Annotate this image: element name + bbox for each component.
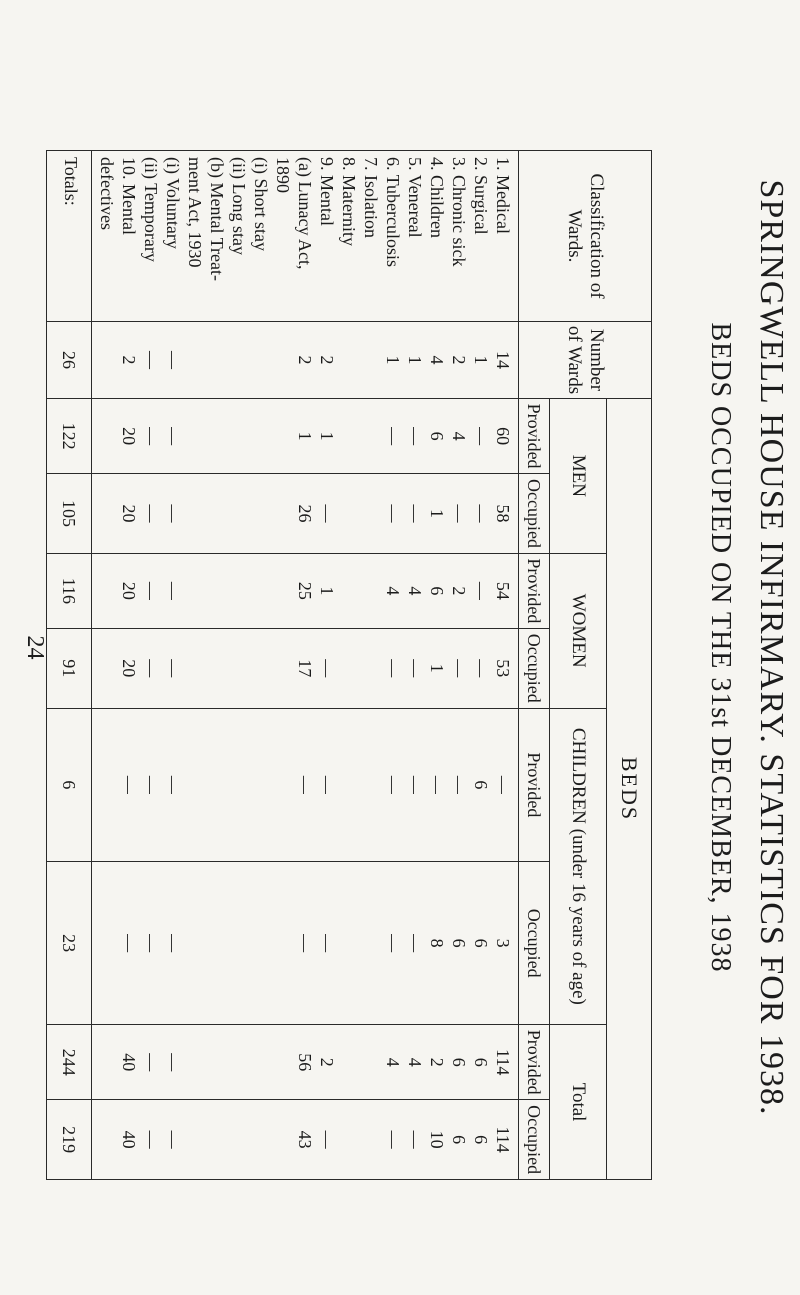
value-cell [338, 322, 360, 398]
value-cell: — [141, 427, 161, 446]
value-cell [206, 629, 228, 708]
value-cell: 40 [119, 1053, 139, 1072]
value-cell: 6 [471, 1057, 491, 1067]
value-cell: 17 [295, 659, 315, 678]
value-cell [206, 322, 228, 398]
total-occupied-column [92, 1100, 519, 1180]
value-cell: — [163, 934, 183, 953]
value-cell: 6 [471, 938, 491, 948]
totals-row [47, 151, 92, 1180]
page-title: SPRINGWELL HOUSE INFIRMARY. STATISTICS FOR 1938. [753, 179, 790, 1116]
value-cell: — [295, 934, 315, 953]
value-cell [228, 554, 250, 628]
value-cell: — [493, 775, 513, 794]
value-cell [96, 1100, 118, 1179]
value-cell: — [427, 775, 447, 794]
value-cell: — [141, 351, 161, 369]
value-cell: — [317, 934, 337, 953]
value-cell: — [449, 659, 469, 678]
value-cell [338, 1100, 360, 1179]
value-cell: — [317, 659, 337, 678]
value-cell [228, 862, 250, 1024]
value-cell: — [383, 934, 403, 953]
classification-line: ment Act, 1930 [185, 157, 205, 268]
value-cell: 1 [317, 431, 337, 441]
classification-line: (i) Voluntary [163, 157, 183, 249]
value-cell: 2 [317, 1057, 337, 1067]
value-cell: — [383, 427, 403, 446]
value-cell: — [383, 659, 403, 678]
value-cell: — [163, 775, 183, 794]
classification-line: 5. Venereal [405, 157, 425, 238]
value-cell: 1 [427, 508, 447, 518]
value-cell [228, 1025, 250, 1099]
value-cell: 20 [119, 427, 139, 446]
value-cell: 2 [317, 355, 337, 365]
beds-table [46, 150, 652, 1180]
value-cell: — [141, 934, 161, 953]
classification-line: 7. Isolation [361, 157, 381, 238]
value-cell: — [141, 659, 161, 678]
value-cell [184, 322, 206, 398]
value-cell: 4 [383, 1057, 403, 1067]
value-cell: — [317, 504, 337, 523]
value-cell: 6 [449, 1135, 469, 1145]
value-cell: — [295, 775, 315, 794]
classification-line: 2. Surgical [471, 157, 491, 235]
value-cell [250, 709, 272, 862]
classification-line: (b) Mental Treat- [207, 157, 227, 281]
value-cell: — [405, 1130, 425, 1149]
value-cell: 60 [493, 427, 513, 446]
beds-header: BEDS [607, 399, 652, 1180]
total-header: Total [550, 1025, 607, 1180]
total-women-provided: 116 [47, 553, 92, 628]
value-cell: 114 [493, 1126, 513, 1153]
classification-line: 8. Maternity [339, 157, 359, 246]
page-subtitle: BEDS OCCUPIED ON THE 31st DECEMBER, 1938 [705, 322, 736, 973]
value-cell: 14 [493, 351, 513, 369]
value-cell [184, 474, 206, 553]
classification-line: (ii) Temporary [141, 157, 161, 262]
value-cell [250, 554, 272, 628]
value-cell: — [163, 427, 183, 446]
value-cell: 20 [119, 504, 139, 523]
classification-line: 3. Chronic sick [449, 157, 469, 267]
men-provided-header: Provided [519, 399, 550, 474]
value-cell [184, 709, 206, 862]
value-cell: 1 [295, 431, 315, 441]
total-children-occupied: 23 [47, 862, 92, 1025]
classification-line: 4. Children [427, 157, 447, 238]
children-header: CHILDREN (under 16 years of age) [550, 708, 607, 1025]
value-cell [96, 629, 118, 708]
total-women-occupied: 91 [47, 628, 92, 708]
value-cell: — [141, 581, 161, 600]
value-cell: — [163, 1130, 183, 1149]
value-cell: — [405, 775, 425, 794]
value-cell: 6 [471, 780, 491, 790]
value-cell [96, 554, 118, 628]
value-cell: 56 [295, 1053, 315, 1072]
value-cell [96, 1025, 118, 1099]
value-cell: 6 [449, 938, 469, 948]
value-cell [338, 554, 360, 628]
value-cell: 2 [449, 355, 469, 365]
value-cell [250, 399, 272, 473]
grand-total-occupied: 219 [47, 1100, 92, 1180]
value-cell [184, 554, 206, 628]
value-cell: — [383, 775, 403, 794]
value-cell [206, 709, 228, 862]
value-cell [206, 554, 228, 628]
value-cell: — [471, 659, 491, 678]
value-cell [250, 474, 272, 553]
women-occupied-column [92, 628, 519, 708]
value-cell: 4 [383, 586, 403, 596]
value-cell [250, 629, 272, 708]
value-cell: 6 [427, 586, 447, 596]
total-wards: 26 [47, 322, 92, 399]
total-provided-column [92, 1025, 519, 1100]
value-cell [228, 322, 250, 398]
value-cell [272, 629, 294, 708]
value-cell: 54 [493, 581, 513, 600]
classification-line: 6. Tuberculosis [383, 157, 403, 268]
men-occupied-header: Occupied [519, 474, 550, 554]
value-cell: — [119, 934, 139, 953]
value-cell: — [163, 659, 183, 678]
value-cell: — [141, 1130, 161, 1149]
value-cell [360, 1025, 382, 1099]
value-cell [272, 862, 294, 1024]
classification-line: 1. Medical [493, 157, 513, 234]
value-cell: 26 [295, 504, 315, 523]
value-cell [360, 1100, 382, 1179]
value-cell: — [449, 504, 469, 523]
value-cell: — [383, 504, 403, 523]
value-cell [338, 1025, 360, 1099]
value-cell [272, 1100, 294, 1179]
value-cell: 4 [427, 355, 447, 365]
grand-total-provided: 244 [47, 1025, 92, 1100]
wards-column [92, 322, 519, 399]
classification-line: defectives [97, 157, 117, 230]
classification-line: 1890 [273, 157, 293, 193]
value-cell [184, 629, 206, 708]
value-cell: 58 [493, 504, 513, 523]
value-cell: — [163, 581, 183, 600]
total-children-provided: 6 [47, 708, 92, 862]
table-body-row [92, 151, 519, 1180]
value-cell: 4 [405, 1057, 425, 1067]
women-provided-column [92, 553, 519, 628]
value-cell [206, 474, 228, 553]
value-cell [360, 554, 382, 628]
value-cell: — [163, 504, 183, 523]
value-cell [360, 322, 382, 398]
women-header: WOMEN [550, 553, 607, 708]
classification-line: 10. Mental [119, 157, 139, 235]
value-cell: — [405, 427, 425, 446]
value-cell: 8 [427, 938, 447, 948]
value-cell: 1 [383, 355, 403, 365]
value-cell [206, 862, 228, 1024]
value-cell [250, 322, 272, 398]
total-provided-header: Provided [519, 1025, 550, 1100]
total-men-provided: 122 [47, 399, 92, 474]
value-cell [228, 709, 250, 862]
value-cell: 3 [493, 938, 513, 948]
value-cell: — [471, 427, 491, 446]
value-cell [272, 709, 294, 862]
value-cell [338, 709, 360, 862]
women-provided-header: Provided [519, 553, 550, 628]
men-header: MEN [550, 399, 607, 554]
value-cell: — [449, 775, 469, 794]
page-number: 24 [22, 635, 48, 660]
value-cell [206, 1025, 228, 1099]
value-cell: — [405, 504, 425, 523]
value-cell [184, 862, 206, 1024]
value-cell: 114 [493, 1049, 513, 1076]
value-cell [184, 399, 206, 473]
value-cell: — [317, 775, 337, 794]
value-cell [272, 1025, 294, 1099]
value-cell: 53 [493, 659, 513, 678]
value-cell: 4 [449, 431, 469, 441]
value-cell: — [119, 775, 139, 794]
classification-line: (a) Lunacy Act, [295, 157, 315, 270]
value-cell [360, 862, 382, 1024]
value-cell: — [163, 1053, 183, 1072]
value-cell: — [471, 581, 491, 600]
totals-label: Totals: [47, 151, 92, 322]
classification-line: 9. Mental [317, 157, 337, 226]
value-cell [360, 474, 382, 553]
value-cell: — [471, 504, 491, 523]
value-cell: 1 [427, 663, 447, 673]
value-cell: — [141, 504, 161, 523]
value-cell [272, 322, 294, 398]
value-cell [96, 862, 118, 1024]
value-cell: — [405, 934, 425, 953]
men-occupied-column [92, 474, 519, 554]
value-cell: 20 [119, 659, 139, 678]
value-cell [96, 399, 118, 473]
value-cell [272, 474, 294, 553]
value-cell [338, 862, 360, 1024]
value-cell [228, 399, 250, 473]
value-cell [228, 1100, 250, 1179]
value-cell [360, 709, 382, 862]
value-cell: 6 [471, 1135, 491, 1145]
value-cell [250, 1025, 272, 1099]
value-cell: 25 [295, 581, 315, 600]
classification-line: (ii) Long stay [229, 157, 249, 255]
classification-list [92, 151, 519, 322]
value-cell [338, 399, 360, 473]
value-cell: — [163, 351, 183, 369]
value-cell [184, 1025, 206, 1099]
value-cell: 10 [427, 1130, 447, 1149]
value-cell: 1 [471, 355, 491, 365]
value-cell: 6 [427, 431, 447, 441]
value-cell: — [317, 1130, 337, 1149]
value-cell: 2 [119, 355, 139, 365]
value-cell: 4 [405, 586, 425, 596]
men-provided-column [92, 399, 519, 474]
value-cell [272, 399, 294, 473]
children-provided-column [92, 708, 519, 862]
value-cell [206, 1100, 228, 1179]
total-occupied-header: Occupied [519, 1100, 550, 1180]
value-cell [228, 474, 250, 553]
children-occupied-column [92, 862, 519, 1025]
value-cell: 2 [295, 355, 315, 365]
value-cell [338, 474, 360, 553]
value-cell [338, 629, 360, 708]
value-cell: 2 [427, 1057, 447, 1067]
value-cell [250, 862, 272, 1024]
value-cell [360, 399, 382, 473]
value-cell [184, 1100, 206, 1179]
value-cell: 6 [449, 1057, 469, 1067]
value-cell: 1 [317, 586, 337, 596]
value-cell [250, 1100, 272, 1179]
children-provided-header: Provided [519, 708, 550, 862]
value-cell: 2 [449, 586, 469, 596]
value-cell [360, 629, 382, 708]
value-cell [228, 629, 250, 708]
value-cell [272, 554, 294, 628]
classification-header: Classification of Wards. [519, 151, 652, 322]
value-cell: 1 [405, 355, 425, 365]
value-cell: — [405, 659, 425, 678]
value-cell: 40 [119, 1130, 139, 1149]
value-cell: — [383, 1130, 403, 1149]
total-men-occupied: 105 [47, 474, 92, 554]
value-cell [96, 709, 118, 862]
children-occupied-header: Occupied [519, 862, 550, 1025]
value-cell [96, 474, 118, 553]
classification-line: (i) Short stay [251, 157, 271, 251]
value-cell [206, 399, 228, 473]
number-of-wards-header: Number of Wards [519, 322, 652, 399]
value-cell [96, 322, 118, 398]
women-occupied-header: Occupied [519, 628, 550, 708]
value-cell: 20 [119, 581, 139, 600]
value-cell: — [141, 775, 161, 794]
value-cell: — [141, 1053, 161, 1072]
value-cell: 43 [295, 1130, 315, 1149]
